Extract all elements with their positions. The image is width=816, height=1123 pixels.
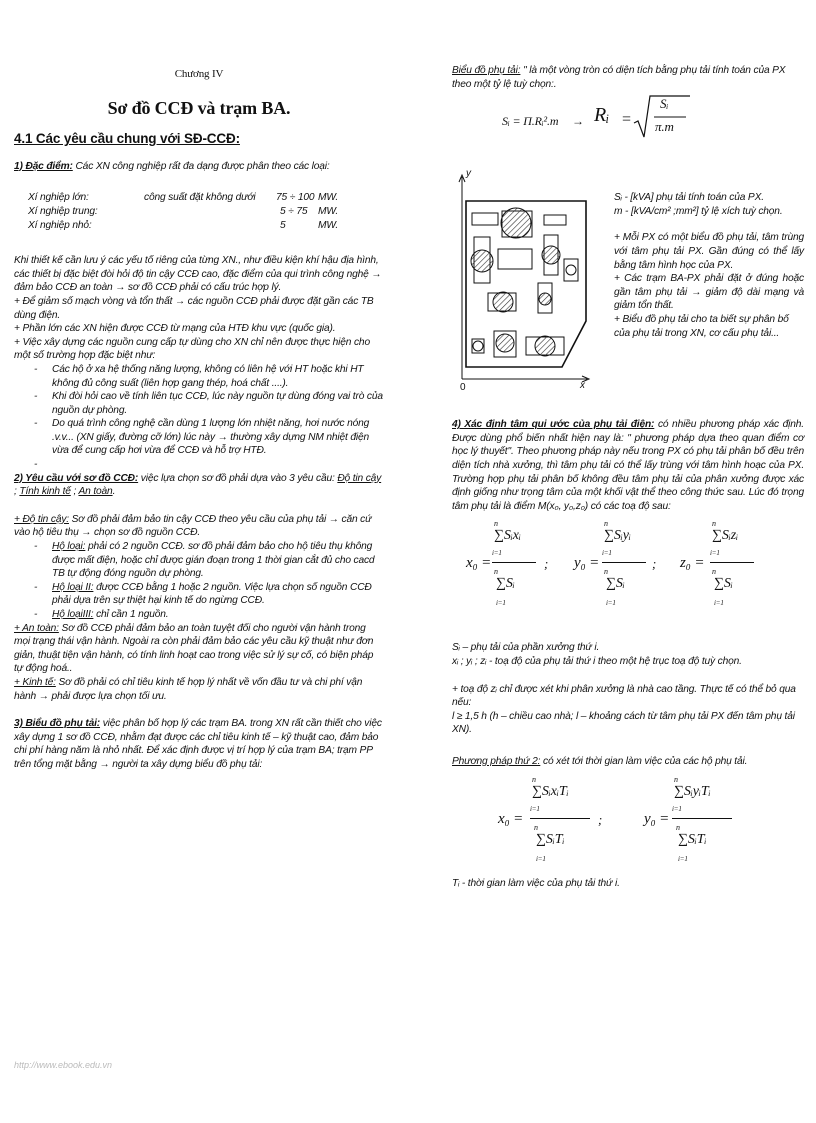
paragraph — [14, 160, 384, 174]
paragraph: + An toàn: Sơ đồ CCĐ phải đảm bảo an toàn tuyệt đối cho người vận hành trong mọi trạng thái vận hành. Ngoài ra còn phải đảm bảo các yêu cầu kỹ thuật như đơn giản, thuật tiện vận hành, có tính linh hoạt cao trong việc sử lý sự cố, có biện pháp tự động hoá.. — [14, 622, 374, 675]
dash-list — [14, 363, 384, 458]
table-row: Xí nghiệp trung: 5 ÷ 75 MW. — [28, 205, 339, 217]
paragraph: + Phần lớn các XN hiện được CCĐ từ mạng của HTĐ khu vực (quốc gia). — [14, 323, 336, 335]
definition: Sᵢ – phụ tải của phần xưởng thứ i. — [452, 642, 600, 654]
paragraph: + Việc xây dựng các nguồn cung cấp tự dùng cho XN chỉ nên được thực hiện cho một số trường hợp đặc biệt như: — [14, 336, 370, 362]
list-item: - Hộ loại II: được CCĐ bằng 1 hoặc 2 nguồn. Việc lựa chọn số nguồn CCĐ phải dựa trên sự thiệt hại kinh tế do ngừng CCĐ. — [34, 581, 372, 607]
dash-list — [14, 540, 384, 622]
paragraph: + Kinh tế: Sơ đồ phải có chỉ tiêu kinh tế hợp lý nhất về vốn đầu tư và chi phí vận hành → phải được lựa chọn tối ưu. — [14, 676, 363, 702]
paragraph: Phương pháp thứ 2: có xét tới thời gian làm việc của các hộ phụ tải. — [452, 755, 748, 767]
paragraph: + Độ tin cậy: Sơ đồ phải đảm bảo tin cậy CCĐ theo yêu cầu của phụ tải → căn cứ vào hộ tiêu thụ → chọn sơ đồ nguồn CCĐ. — [14, 513, 372, 539]
list-item: - Khi đòi hỏi cao về tính liên tục CCĐ, lúc này nguồn tự dùng đóng vai trò của nguồn dự phòng. — [34, 391, 383, 416]
paragraph: 4) Xác định tâm qui ước của phụ tải điện: có nhiều phương pháp xác định. Được dùng phổ biến nhất hiện nay là: " phương pháp dựa theo quan điểm cơ học lý thuyết". Theo phương pháp này nếu trong PX có phụ tải phân bố đều trên diện tích nhà xưởng, thì tâm phụ tải có thể lấy trùng với tâm hình hoạc của PX. Trường hợp phụ tải phân bố không đều tâm phụ tải của phân xưởng được xác định giống như trọng tâm của một khối vật thể theo công thức sau. Lúc đó trọng tâm phụ tải là điểm M(x₀, y₀,z₀) có các toạ độ sau: — [452, 419, 804, 512]
load-diagram-figure: y x 0 Sᵢ - [kVA] phụ tải tính toán của PX. m - [kVA/cm² ;mm²] tỷ lệ xích tuỳ chọn. + Mỗi PX có một biểu đồ phụ tải, tâm trùng với tâm phụ tải PX. Gần đúng có thể lấy bằng tâm hình học của PX. + Các trạm BA-PX phải đặt ở đúng hoặc gần tâm phụ tải → giảm độ dài mạng và giảm tổn thất. + Biểu đồ phụ tải cho ta biết sự phân bố của phụ tải trong XN, cơ cấu phụ tải... — [452, 171, 804, 406]
list-item: - Hộ loại: phải có 2 nguồn CCĐ. sơ đồ phải đảm bảo cho hộ tiêu thụ không được mất điện, hoặc chỉ được gián đoạn trong 1 thời gian cắt đủ cho cacd TB tự động đóng nguồn dự phòng. — [34, 541, 375, 580]
paragraph: 3) Biểu đồ phụ tải: việc phân bố hợp lý các trạm BA. trong XN rất cần thiết cho việc xây dựng 1 sơ đồ CCĐ, nhằm đạt được các chỉ tiêu kinh tế – kỹ thuật cao, đảm bảo chi phí hàng năm là nhỏ nhất. Để xác định được vị trí hợp lý của trạm BA; trạm PP trên tổng mặt bằng → người ta xây dựng biểu đồ phụ tải: — [14, 718, 382, 770]
text: Các XN công nghiệp rất đa dạng được phân theo các loại: — [75, 160, 330, 172]
section-heading: 4.1 Các yêu cầu chung với SĐ-CCĐ: — [14, 131, 240, 147]
right-column — [452, 64, 804, 890]
paragraph: + Để giảm số mạch vòng và tổn thất → các nguồn CCĐ phải được đặt gần các TB dùng điện. — [14, 295, 374, 321]
paragraph: l ≥ 1,5 h (h – chiều cao nhà; l – khoảng cách từ tâm phụ tải PX đến tâm phụ tải XN). — [452, 710, 795, 736]
chapter-label: Chương IV — [174, 68, 224, 80]
paragraph: 2) Yêu cầu với sơ đồ CCĐ: việc lựa chọn sơ đồ phải dựa vào 3 yêu cầu: Độ tin cậy ; Tính kinh tế ; An toàn. — [14, 472, 382, 498]
list-item: - Do quá trình công nghệ cần dùng 1 lượng lớn nhiệt năng, hơi nước nóng .v.v... (XN giấy, đường cỡ lớn) lúc này → thường xây dựng NM nhiệt điện vừa để cung cấp hơi vừa để CCĐ và hỗ trợ HTĐ. — [34, 418, 370, 457]
page-title: Sơ đồ CCĐ và trạm BA. — [107, 97, 291, 118]
paragraph: + toạ độ zᵢ chỉ được xét khi phân xưởng là nhà cao tầng. Thực tế có thể bỏ qua nếu: — [452, 683, 796, 709]
enterprise-table — [14, 191, 384, 232]
diagram-legend: Sᵢ - [kVA] phụ tải tính toán của PX. m - [kVA/cm² ;mm²] tỷ lệ xích tuỳ chọn. + Mỗi PX có một biểu đồ phụ tải, tâm trùng với tâm phụ tải PX. Gần đúng có thể lấy bằng tâm hình học của PX. + Các trạm BA-PX phải đặt ở đúng hoặc gần tâm phụ tải → giảm độ dài mạng và giảm tổn thất. + Biểu đồ phụ tải cho ta biết sự phân bố của phụ tải trong XN, cơ cấu phụ tải... — [614, 192, 804, 339]
list-item: - Các hộ ở xa hệ thống năng lượng, không có liên hệ với HT hoặc khi HT không đủ công suất (liên hợp gang thép, hoá chất ....). — [34, 363, 364, 389]
watermark: http://www.ebook.edu.vn — [14, 1060, 113, 1070]
paragraph: Khi thiết kế cần lưu ý các yếu tố riêng của từng XN., như điều kiện khí hậu địa hình, các thiết bị đặc biệt đòi hỏi độ tin cậy CCĐ cao, đặc điểm của qui trình công nghệ → đảm bảo CCĐ an toàn → sơ đồ CCĐ phải có cấu trúc hợp lý. — [14, 255, 382, 294]
center-formula-2: x₀ = n ∑SᵢxᵢTᵢ i=1 n ∑SᵢTᵢ i=1 ; y₀ = n ∑SᵢyᵢTᵢ i=1 n ∑SᵢTᵢ i=1 — [452, 769, 804, 869]
subsection-heading: 3) Biểu đồ phụ tải: — [14, 718, 101, 730]
list-dash: - — [34, 459, 38, 471]
definition: Tᵢ - thời gian làm việc của phụ tải thứ i. — [452, 877, 620, 889]
subsection-heading: 1) Đặc điểm: — [14, 160, 73, 172]
left-column — [14, 64, 384, 772]
subsection-heading: 2) Yêu cầu với sơ đồ CCĐ: — [14, 472, 139, 484]
center-formula-1: x₀ = n ∑Sᵢxᵢ i=1 n ∑Sᵢ i=1 ; y₀ = n ∑Sᵢyᵢ i=1 n ∑Sᵢ i=1 ; z₀ = n ∑Sᵢzᵢ i=1 n ∑Sᵢ i=1 — [452, 513, 804, 617]
table-row: Xí nghiệp lớn: công suất đặt không dưới 75 ÷ 100 MW. — [28, 192, 339, 204]
radius-formula: Sᵢ = Π.Rᵢ².m → Rᵢ = Sᵢ π.m — [452, 91, 804, 171]
paragraph: Biểu đồ phụ tải: " là một vòng tròn có diện tích bằng phụ tải tính toán của PX theo một tỷ lệ tuỳ chọn:. — [452, 65, 786, 90]
definition: xᵢ ; yᵢ ; zᵢ - toạ độ của phụ tải thứ i theo một hệ trục toạ độ tuỳ chọn. — [452, 655, 742, 667]
load-diagram — [452, 171, 602, 396]
list-item: - Hộ loạiIII: chỉ cần 1 nguồn. — [34, 609, 169, 620]
subsection-heading: 4) Xác định tâm qui ước của phụ tải điện: — [452, 419, 655, 431]
table-row: Xí nghiệp nhỏ: 5 MW. — [28, 219, 339, 231]
